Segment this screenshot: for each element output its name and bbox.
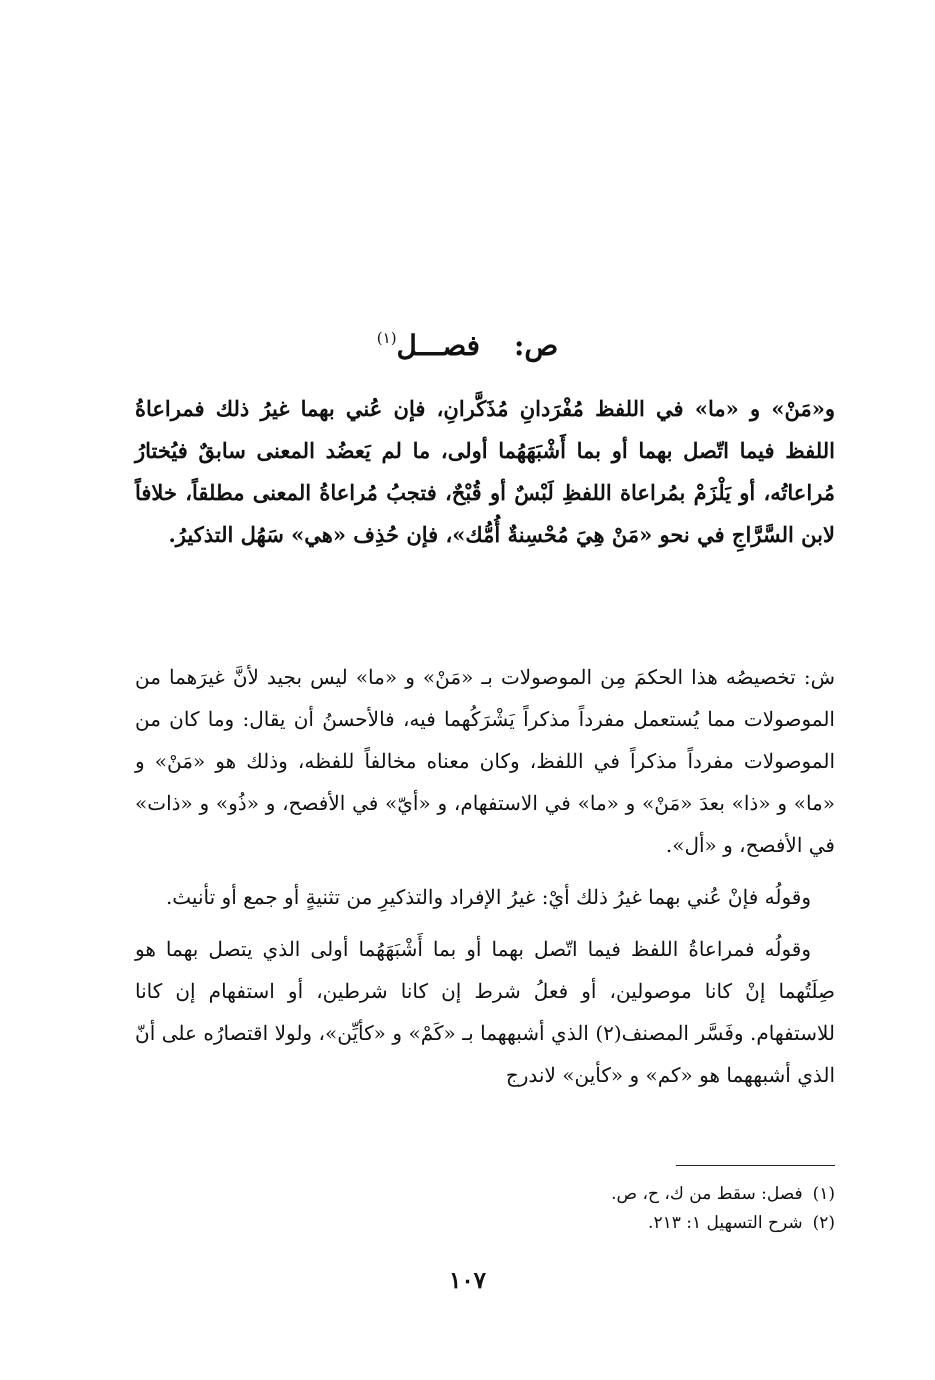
commentary: [135, 656, 835, 1106]
commentary-paragraph: ش: تخصيصُه هذا الحكمَ مِن الموصولات بـ «مَنْ» و «ما» ليس بجيد لأنَّ غيرَهما من الموصولات مما يُستعمل مفرداً مذكراً يَشْرَكُهما فيه، فالأحسنُ أن يقال: وما كان من الموصولات مفرداً مذكراً في اللفظ، وكان معناه مخالفاً للفظه، وذلك هو «مَنْ» و «ما» و «ذا» بعدَ «مَنْ» و «ما» في الاستفهام، و «أيّ» في الأفصح، و «ذُو» و «ذات» في الأفصح، و «أل».: [135, 665, 835, 857]
page-number: ١٠٧: [448, 1267, 487, 1294]
footnote-text: فصل: سقط من ك، ح، ص.: [611, 1184, 803, 1204]
heading-footnote-marker: (١): [376, 329, 397, 347]
commentary-paragraph: وقولُه فإنْ عُني بهما غيرُ ذلك أيْ: غيرُ الإفراد والتذكيرِ من تثنيةٍ أو جمع أو تأنيث.: [165, 885, 811, 909]
heading-title: فصـــل: [396, 329, 481, 362]
footnote-separator: [676, 1165, 835, 1166]
footnote-text: شرح التسهيل ١: ٢١٣.: [648, 1213, 803, 1233]
footnotes: [400, 1180, 835, 1238]
heading-label: ص:: [514, 329, 559, 362]
section-heading: [0, 318, 935, 366]
commentary-paragraph: وقولُه فمراعاةُ اللفظ فيما اتّصل بهما أو بما أَشْبَهَهُما أولى الذي يتصل بهما هو صِلَتُهما إنْ كانا موصولين، أو فعلُ شرط إن كانا شرطين، أو استفهام إن كانا للاستفهام. وفَسَّر المصنف(٢) الذي أشبههما بـ «كَمْ» و «كأيِّن»، ولولا اقتصارُه على أنّ الذي أشبههما هو «كم» و «كأين» لاندرج: [135, 937, 835, 1087]
footnote-number: (٢): [812, 1213, 835, 1233]
matn-paragraph: و«مَنْ» و «ما» في اللفظ مُفْرَدانِ مُذَكَّرانِ، فإن عُني بهما غيرُ ذلك فمراعاةُ اللفظ فيما اتّصل بهما أو بما أَشْبَهَهُما أولى، ما لم يَعضُد المعنى سابقٌ فيُختارُ مُراعاتُه، أو يَلْزَمْ بمُراعاة اللفظِ لَبْسٌ أو قُبْحٌ، فتجبُ مُراعاةُ المعنى مطلقاً، خلافاً لابن السَّرَّاجِ في نحو «مَنْ هِيَ مُحْسِنةٌ أُمُّك»، فإن حُذِف «هي» سَهُل التذكيرُ.: [135, 396, 835, 547]
footnote-2: [400, 1209, 835, 1238]
footnote-number: (١): [812, 1184, 835, 1204]
footnote-1: [400, 1180, 835, 1209]
